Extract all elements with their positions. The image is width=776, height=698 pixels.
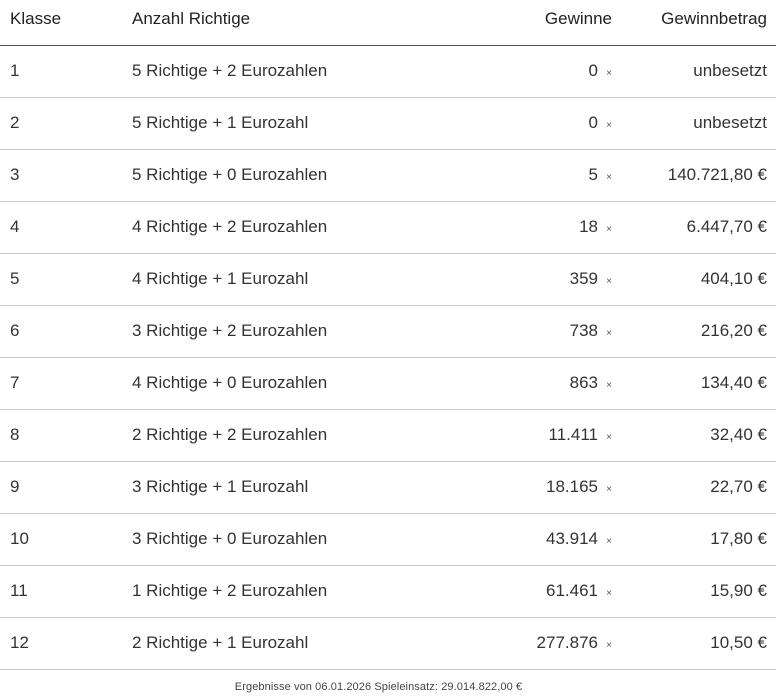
cell-gewinne [462,565,612,617]
table-body [0,45,776,669]
cell-gewinne [462,357,612,409]
cell-klasse: 9 [10,477,20,496]
times-icon: × [606,276,612,287]
cell-anzahl-richtige: 3 Richtige + 1 Eurozahl [132,477,309,496]
results-footer: Ergebnisse von 06.01.2026 Spieleinsatz: 29.014.822,00 € [234,680,523,693]
times-icon: × [606,68,612,79]
times-icon: × [606,536,612,547]
cell-gewinnbetrag: unbesetzt [693,61,767,80]
cell-gewinnbetrag: 6.447,70 € [686,217,767,236]
cell-klasse: 12 [10,633,29,652]
gewinne-value: 18 [579,217,598,236]
times-icon: × [606,328,612,339]
cell-gewinne [462,45,612,97]
cell-klasse: 6 [10,321,20,340]
table-row [0,201,776,253]
cell-gewinnbetrag: 216,20 € [700,321,767,340]
cell-anzahl-richtige: 4 Richtige + 1 Eurozahl [132,269,309,288]
cell-klasse: 3 [10,165,20,184]
header-klasse: Klasse [0,0,132,45]
table-row [0,513,776,565]
gewinne-value: 0 [588,61,598,80]
times-icon: × [606,380,612,391]
header-row [0,0,776,45]
times-icon: × [606,120,612,131]
gewinne-value: 863 [569,373,598,392]
header-gewinnbetrag: Gewinnbetrag [612,0,776,45]
times-icon: × [606,484,612,495]
gewinne-value: 11.411 [548,425,598,444]
cell-gewinnbetrag: 10,50 € [710,633,767,652]
table-header [0,0,776,45]
times-icon: × [606,588,612,599]
cell-gewinnbetrag: 404,10 € [700,269,767,288]
cell-klasse: 11 [10,581,28,600]
cell-gewinnbetrag: 15,90 € [710,581,767,600]
cell-klasse: 1 [10,61,20,80]
cell-gewinnbetrag: 17,80 € [710,529,767,548]
gewinne-value: 738 [569,321,598,340]
table-row [0,565,776,617]
gewinne-value: 43.914 [546,529,598,548]
cell-anzahl-richtige: 5 Richtige + 1 Eurozahl [132,113,309,132]
table-row [0,253,776,305]
cell-gewinne [462,513,612,565]
cell-klasse: 2 [10,113,20,132]
times-icon: × [606,172,612,183]
table-row [0,97,776,149]
cell-gewinne [462,97,612,149]
header-gewinne: Gewinne [462,0,612,45]
table-row [0,305,776,357]
cell-anzahl-richtige: 5 Richtige + 0 Eurozahlen [132,165,328,184]
header-anzahl-richtige: Anzahl Richtige [132,0,462,45]
cell-gewinnbetrag: 134,40 € [700,373,767,392]
table-row [0,461,776,513]
cell-klasse: 8 [10,425,20,444]
cell-klasse: 10 [10,529,29,548]
cell-klasse: 5 [10,269,20,288]
cell-gewinnbetrag: 22,70 € [710,477,767,496]
gewinne-value: 277.876 [536,633,598,652]
gewinne-value: 61.461 [546,581,598,600]
table-row [0,45,776,97]
cell-gewinnbetrag: 140.721,80 € [667,165,767,184]
cell-klasse: 7 [10,373,20,392]
cell-gewinne [462,201,612,253]
gewinne-value: 18.165 [546,477,598,496]
cell-anzahl-richtige: 2 Richtige + 2 Eurozahlen [132,425,328,444]
table-row [0,149,776,201]
cell-anzahl-richtige: 4 Richtige + 2 Eurozahlen [132,217,328,236]
cell-anzahl-richtige: 3 Richtige + 0 Eurozahlen [132,529,328,548]
cell-anzahl-richtige: 2 Richtige + 1 Eurozahl [132,633,309,652]
times-icon: × [606,224,612,235]
cell-gewinne [462,617,612,669]
cell-gewinne [462,461,612,513]
gewinne-value: 0 [588,113,598,132]
cell-gewinne [462,149,612,201]
cell-gewinnbetrag: unbesetzt [693,113,767,132]
cell-anzahl-richtige: 5 Richtige + 2 Eurozahlen [132,61,328,80]
cell-gewinne [462,409,612,461]
cell-gewinne [462,253,612,305]
times-icon: × [606,640,612,651]
cell-anzahl-richtige: 3 Richtige + 2 Eurozahlen [132,321,328,340]
cell-gewinne [462,305,612,357]
table-row [0,409,776,461]
times-icon: × [606,432,612,443]
cell-anzahl-richtige: 1 Richtige + 2 Eurozahlen [132,581,328,600]
cell-klasse: 4 [10,217,20,236]
cell-gewinnbetrag: 32,40 € [710,425,767,444]
table-row [0,617,776,669]
cell-anzahl-richtige: 4 Richtige + 0 Eurozahlen [132,373,328,392]
table-row [0,357,776,409]
gewinne-value: 5 [588,165,598,184]
gewinne-value: 359 [569,269,598,288]
